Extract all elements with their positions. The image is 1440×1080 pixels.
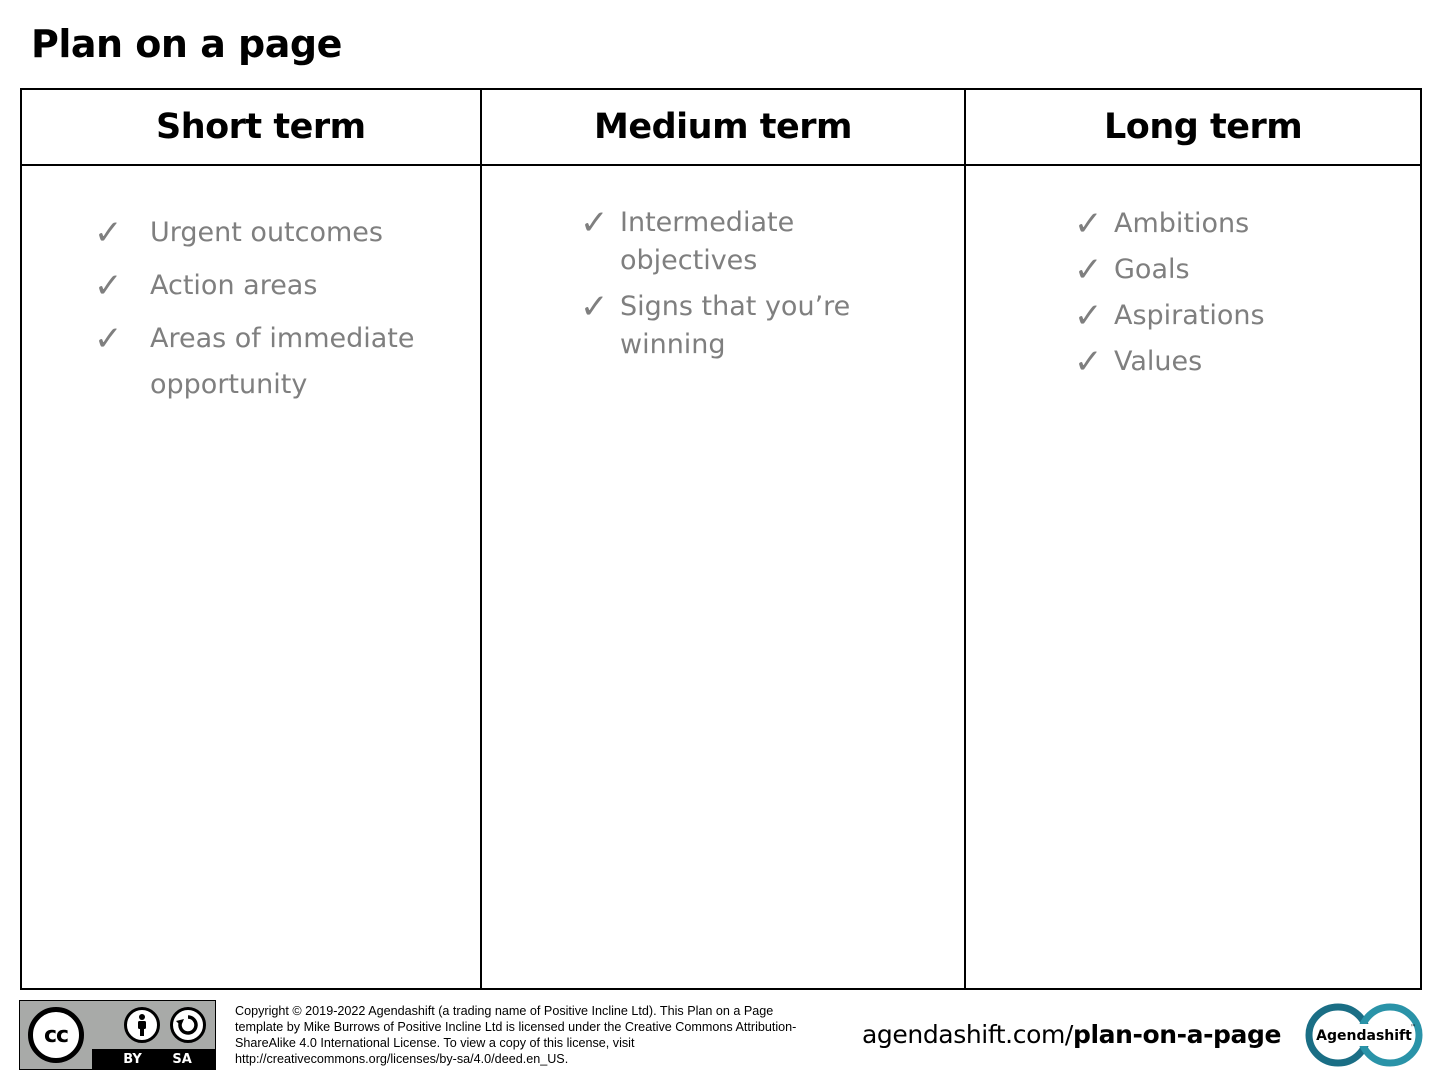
item-list (580, 204, 880, 372)
check-icon: ✓ (1074, 342, 1103, 382)
page-title: Plan on a page (31, 22, 342, 66)
check-icon: ✓ (580, 287, 609, 327)
sa-label: SA (172, 1051, 192, 1067)
column-short-term (22, 90, 480, 988)
rotate-icon (173, 1010, 203, 1040)
copyright-notice: Copyright © 2019-2022 Agendashift (a trading name of Positive Incline Ltd). This Plan on a Page template by Mike Burrows of Positive Incline Ltd is licensed under the Creative Commons Attribution-ShareAlike 4.0 International License. To view a copy of this license, visit http://creativecommons.org/licenses/by-sa/4.0/deed.en_US. (235, 1004, 797, 1066)
person-icon (127, 1010, 157, 1040)
check-icon: ✓ (1074, 204, 1103, 244)
agendashift-logo[interactable] (1305, 1002, 1423, 1068)
check-icon: ✓ (94, 213, 123, 253)
item-text: Areas of immediate opportunity (150, 323, 415, 400)
check-icon: ✓ (94, 319, 123, 359)
item-list (94, 210, 424, 415)
check-icon: ✓ (1074, 296, 1103, 336)
item-list (1074, 204, 1265, 388)
url-domain: agendashift.com/ (862, 1020, 1073, 1049)
logo-text: Agendashift (1316, 1028, 1412, 1044)
url-path: plan-on-a-page (1072, 1020, 1282, 1049)
attribution-icon (124, 1007, 160, 1043)
list-item (1074, 296, 1265, 336)
list-item (94, 263, 424, 309)
item-text: Values (1114, 346, 1203, 377)
plan-table (20, 88, 1422, 990)
item-text: Action areas (150, 270, 318, 301)
item-text: Ambitions (1114, 208, 1250, 239)
cc-icon: cc (28, 1007, 84, 1063)
column-heading: Long term (966, 90, 1420, 166)
item-text: Goals (1114, 254, 1190, 285)
item-text: Signs that you’re winning (620, 291, 851, 360)
item-text: Intermediate objectives (620, 207, 795, 276)
site-url-link[interactable] (862, 1016, 1281, 1054)
list-item (1074, 204, 1265, 244)
list-item (580, 288, 880, 364)
badge-strip (92, 1049, 215, 1069)
item-text: Aspirations (1114, 300, 1265, 331)
column-heading: Short term (22, 90, 480, 166)
list-item (1074, 250, 1265, 290)
column-medium-term (480, 90, 964, 988)
list-item (94, 210, 424, 256)
by-label: BY (123, 1051, 142, 1067)
list-item (580, 204, 880, 280)
share-alike-icon (170, 1007, 206, 1043)
item-text: Urgent outcomes (150, 217, 383, 248)
check-icon: ✓ (580, 203, 609, 243)
logo-mark (1305, 1002, 1423, 1068)
check-icon: ✓ (1074, 250, 1103, 290)
trademark-mark: ™ (1410, 1024, 1416, 1031)
column-long-term (964, 90, 1420, 988)
list-item (1074, 342, 1265, 382)
cc-by-sa-badge[interactable] (19, 1000, 216, 1070)
column-heading: Medium term (482, 90, 964, 166)
list-item (94, 316, 424, 408)
check-icon: ✓ (94, 266, 123, 306)
